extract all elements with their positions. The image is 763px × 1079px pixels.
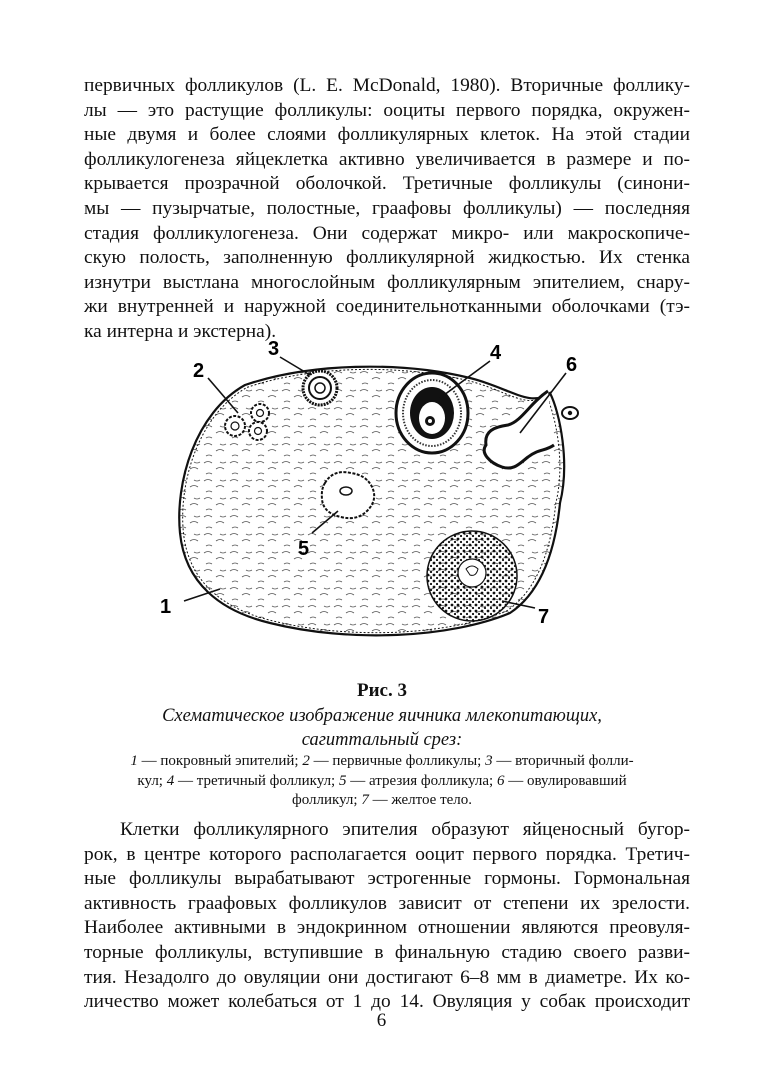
legend-text: — первичные фолликулы;: [309, 753, 486, 769]
legend-text: — вторичный фолли-: [492, 753, 634, 769]
text-line: ные фолликулы вырабатывают эстрогенные гормоны. Гормональная: [84, 868, 690, 890]
figure-title: Рис. 3: [357, 680, 407, 701]
page-number: 6: [376, 1010, 387, 1031]
text-line: личество может колебаться от 1 до 14. Овуляция у собак происходит: [84, 991, 690, 1013]
text-line: мы — пузырчатые, полостные, граафовы фолликулы) — последняя: [84, 197, 690, 219]
text-line: активность граафовых фолликулов зависит от степени их зрелости.: [84, 892, 690, 914]
paragraph-bottom: [84, 818, 690, 1015]
label-1: 1: [160, 596, 172, 618]
text-line: лы — это растущие фолликулы: ооциты первого порядка, окружен-: [84, 99, 690, 121]
label-7: 7: [538, 606, 550, 628]
label-6: 6: [566, 354, 578, 376]
legend-num: 6: [496, 772, 505, 789]
text-line: ные двумя и более слоями фолликулярных клеток. На этой стадии: [84, 124, 690, 146]
label-2: 2: [193, 360, 205, 382]
legend-line: [74, 772, 690, 792]
text-line: рок, в центре которого располагается ооцит первого порядка. Третич-: [84, 843, 690, 865]
paragraph-top: [84, 74, 690, 345]
legend-line: [74, 752, 690, 772]
label-4: 4: [490, 342, 502, 364]
label-5: 5: [298, 538, 310, 560]
subtitle-line: Схематическое изображение яичника млекопитающих,: [162, 706, 602, 726]
legend-num: 7: [361, 792, 369, 808]
text-line: тия. Незадолго до овуляции они достигают 6–8 мм в диаметре. Их ко-: [84, 966, 690, 988]
text-line: фолликулогенеза яйцеклетка активно увеличивается в размере и по-: [84, 148, 690, 170]
legend-text: — овулировавший: [504, 772, 627, 789]
legend-text: — желтое тело.: [368, 792, 473, 808]
text-line: крывается прозрачной оболочкой. Третичные фолликулы (синони-: [84, 173, 690, 195]
text-line: стадия фолликулогенеза. Они содержат микро- или макроскопиче-: [84, 222, 690, 244]
text-line: жи внутренней и наружной соединительнотканными оболочками (тэ-: [84, 296, 690, 318]
label-3: 3: [268, 338, 280, 360]
atretic-follicle: [322, 472, 374, 518]
figure-subtitle: [74, 704, 690, 752]
legend-text: — покровный эпителий;: [137, 753, 303, 769]
legend-text: кул;: [137, 772, 167, 789]
corpus-luteum: [427, 531, 517, 621]
text-line: торные фолликулы, вступившие в финальную стадию своего разви-: [84, 941, 690, 963]
legend-text: — третичный фолликул;: [174, 772, 339, 789]
text-line: ка интерна и экстерна).: [84, 320, 277, 342]
legend-num: 4: [166, 772, 175, 789]
legend-num: 3: [485, 753, 493, 769]
figure-legend: [74, 752, 690, 811]
ovary-diagram: [150, 333, 590, 678]
legend-num: 1: [130, 753, 138, 769]
text-line: первичных фолликулов (L. E. McDonald, 1980). Вторичные фоллику-: [84, 75, 690, 96]
secondary-follicle: [303, 371, 337, 405]
legend-text: — атрезия фолликула;: [346, 772, 497, 789]
text-line: Клетки фолликулярного эпителия образуют яйценосный бугор-: [120, 819, 690, 840]
text-line: скую полость, заполненную фолликулярной жидкостью. Их стенка: [84, 247, 690, 269]
text-line: Наиболее активными в эндокринном отношении являются преовуля-: [84, 917, 690, 939]
legend-text: фолликул;: [291, 792, 362, 808]
legend-num: 5: [338, 772, 347, 789]
legend-line: [74, 791, 690, 811]
legend-num: 2: [302, 753, 310, 769]
text-line: изнутри выстлана многослойным фолликулярным эпителием, снару-: [84, 271, 690, 293]
subtitle-line: сагиттальный срез:: [301, 730, 463, 750]
